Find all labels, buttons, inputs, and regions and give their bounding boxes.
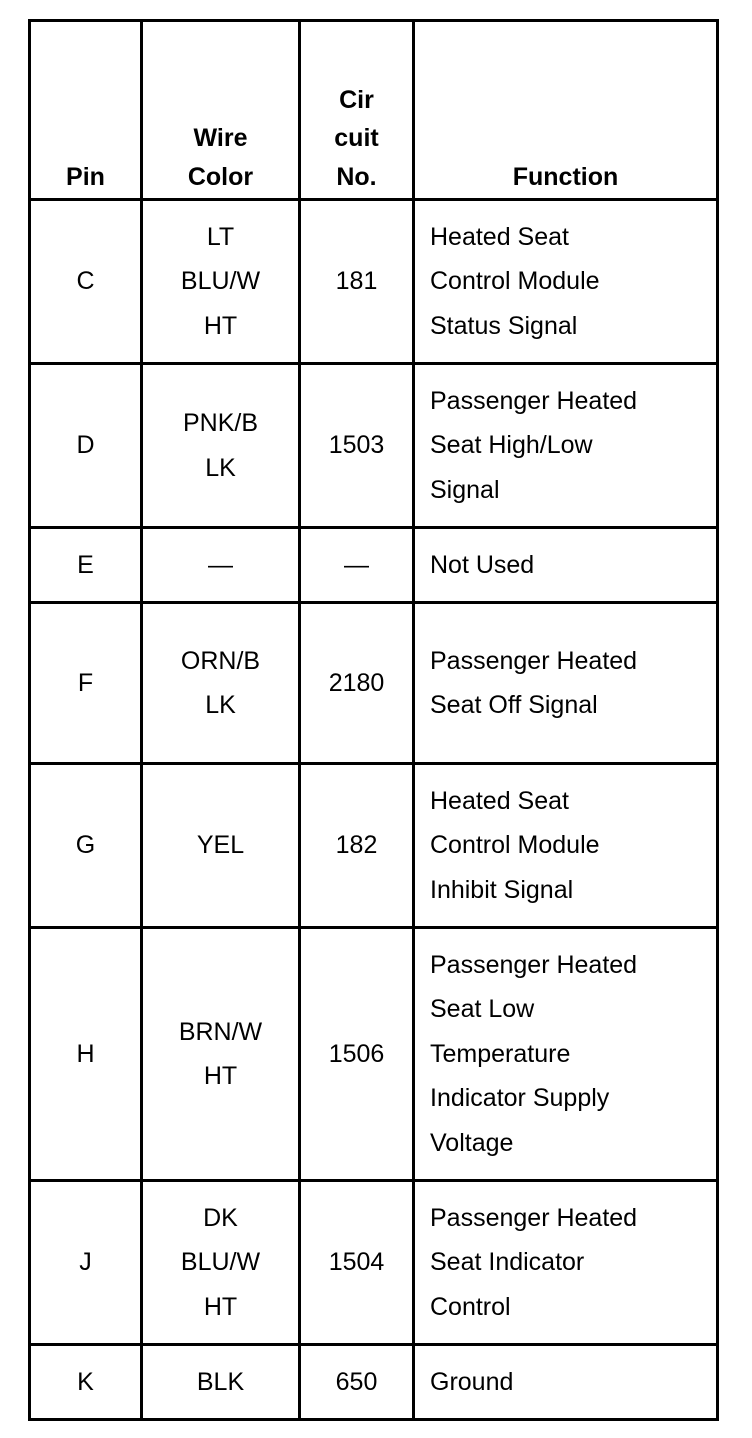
wire-color-line: ORN/B [180,646,261,675]
wire-color-cell [142,1345,300,1420]
wire-color-line: PNK/B [182,409,259,437]
function-line: Control Module [430,267,600,296]
table-row [30,364,718,528]
function-line: Control [430,1292,511,1321]
function-line: Not Used [430,550,535,579]
function-line: Seat Low [430,995,535,1024]
header-circuit-no [300,21,414,200]
function-line: Passenger Heated [430,646,638,675]
table-row [30,603,718,764]
function-line: Heated Seat [430,786,569,815]
wire-color-cell [142,200,300,364]
header-wire-color-line: Wire [193,124,248,152]
pin-cell: K [30,1345,142,1420]
pin-cell: C [30,200,142,364]
wire-color-line: BLU/W [180,1248,261,1277]
wire-color-line: HT [203,311,238,340]
circuit-number-cell: 181 [300,200,414,364]
function-line: Ground [430,1367,514,1396]
circuit-number-cell: — [300,528,414,603]
circuit-number-cell: 650 [300,1345,414,1420]
function-line: Temperature [430,1039,571,1068]
table-row [30,1181,718,1345]
header-circuit-line: No. [336,162,377,191]
function-line: Status Signal [430,311,578,340]
header-function [414,21,718,200]
header-circuit-line: cuit [334,124,379,152]
connector-pinout-table [28,19,719,1421]
wire-color-cell [142,1181,300,1345]
function-cell [414,200,718,364]
pin-cell: E [30,528,142,603]
connector-pinout-table-container [28,19,716,1421]
function-line: Seat High/Low [430,431,593,460]
wire-color-line: DK [203,1203,238,1232]
circuit-number-cell: 182 [300,764,414,928]
header-pin-line: Pin [66,162,105,191]
function-line: Seat Off Signal [430,691,598,719]
circuit-number-cell: 1504 [300,1181,414,1345]
function-cell [414,764,718,928]
function-line: Indicator Supply [430,1084,610,1113]
wire-color-line: HT [203,1292,238,1321]
function-cell [414,928,718,1181]
table-body [30,200,718,1420]
function-line: Inhibit Signal [430,875,574,904]
function-cell [414,1181,718,1345]
table-row [30,764,718,928]
pin-cell: D [30,364,142,528]
function-line: Voltage [430,1128,514,1157]
wire-color-cell [142,764,300,928]
function-line: Seat Indicator [430,1248,585,1277]
wire-color-line: BRN/W [178,1017,263,1046]
wire-color-cell [142,528,300,603]
function-cell [414,364,718,528]
function-line: Heated Seat [430,222,569,251]
header-circuit-line: Cir [339,85,374,114]
function-cell [414,1345,718,1420]
header-pin [30,21,142,200]
header-wire-color [142,21,300,200]
wire-color-cell [142,603,300,764]
header-function-line: Function [512,162,619,191]
circuit-number-cell: 1503 [300,364,414,528]
wire-color-line: HT [203,1062,238,1090]
function-line: Signal [430,475,500,504]
header-wire-color-line: Color [187,162,254,191]
function-cell [414,603,718,764]
function-line: Control Module [430,831,600,860]
wire-color-cell [142,928,300,1181]
function-line: Passenger Heated [430,950,638,979]
wire-color-line: BLU/W [180,267,261,296]
table-row [30,528,718,603]
pin-cell: J [30,1181,142,1345]
wire-color-line: LT [206,222,235,251]
function-line: Passenger Heated [430,1203,638,1232]
table-row [30,200,718,364]
wire-color-line: BLK [196,1367,245,1396]
wire-color-line: LK [205,691,236,719]
pin-cell: G [30,764,142,928]
wire-color-cell [142,364,300,528]
table-row [30,928,718,1181]
function-cell [414,528,718,603]
table-row [30,1345,718,1420]
pin-cell: H [30,928,142,1181]
circuit-number-cell: 1506 [300,928,414,1181]
wire-color-line: YEL [196,831,245,860]
wire-color-line: — [208,550,233,579]
wire-color-line: LK [205,453,236,482]
circuit-number-cell: 2180 [300,603,414,764]
pin-cell: F [30,603,142,764]
table-header-row [30,21,718,200]
function-line: Passenger Heated [430,386,638,415]
